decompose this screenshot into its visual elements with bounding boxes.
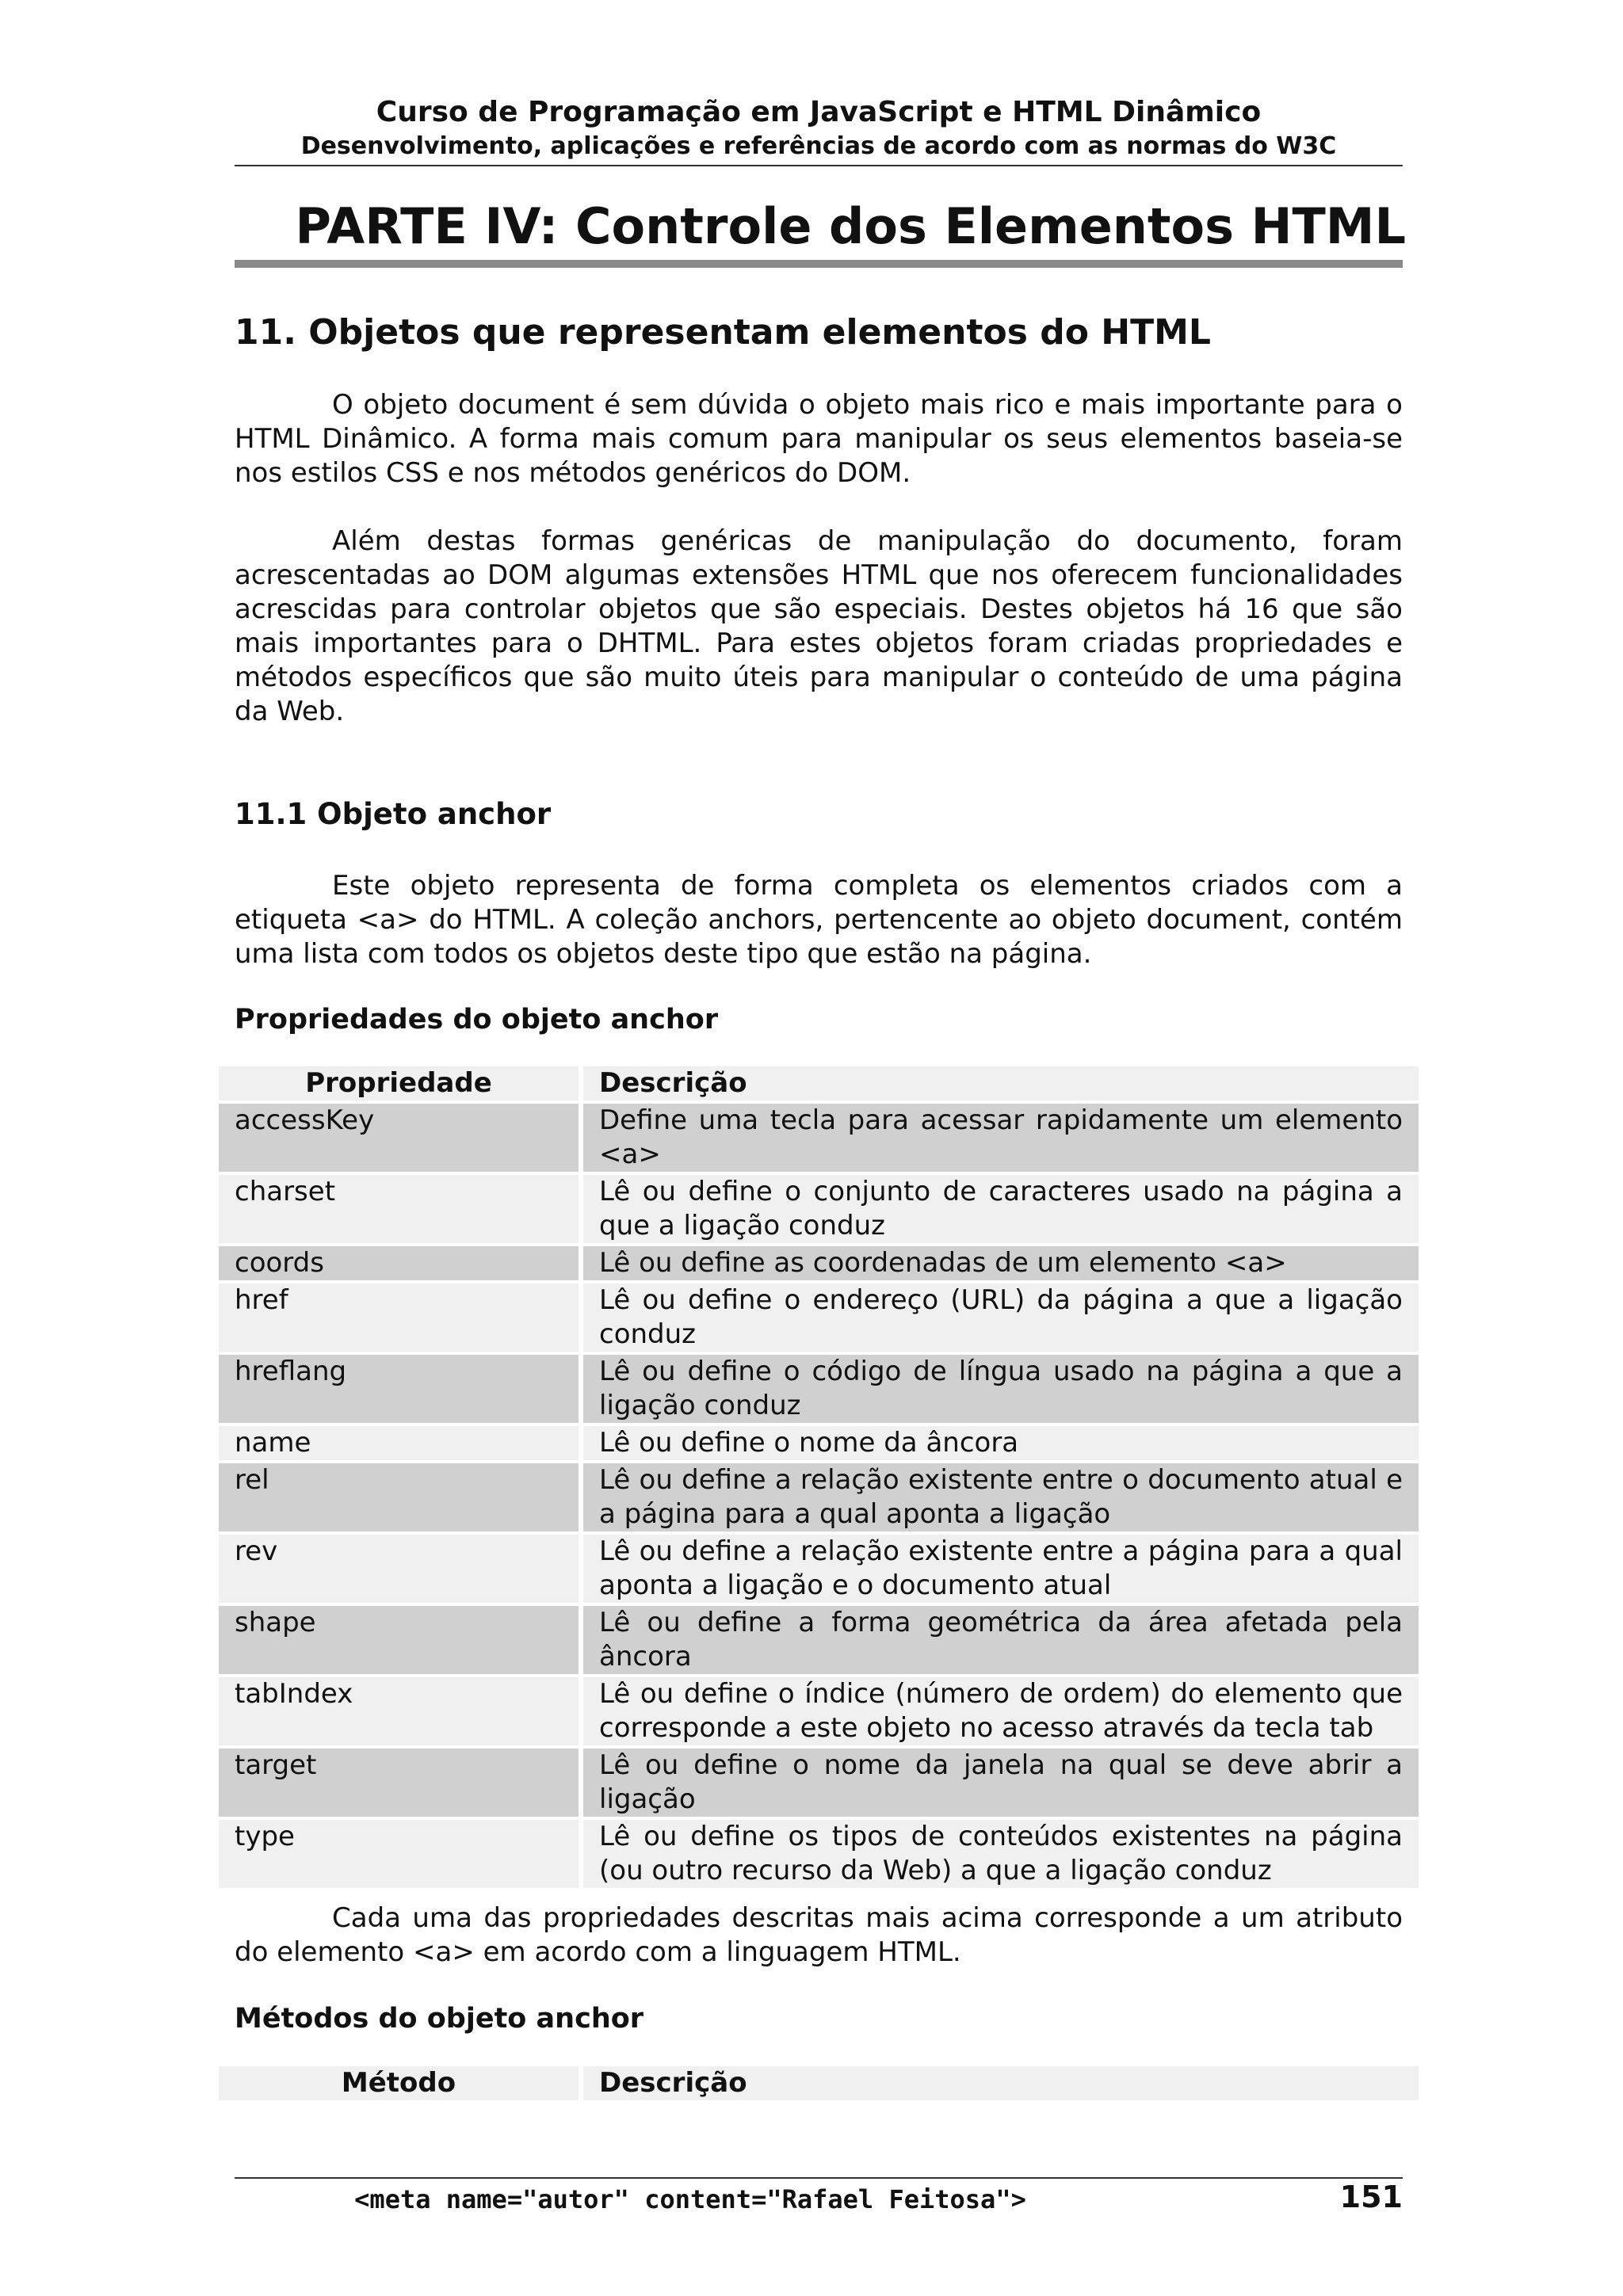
- table-row: [219, 1283, 1419, 1352]
- table-row: [219, 1175, 1419, 1243]
- property-description: Lê ou define o nome da janela na qual se deve abrir a ligação: [579, 1749, 1419, 1817]
- footer-rule: [235, 2177, 1403, 2179]
- property-name: rev: [219, 1535, 579, 1603]
- subsection-heading: 11.1 Objeto anchor: [235, 797, 552, 831]
- property-name: tabIndex: [219, 1677, 579, 1745]
- table-row: [219, 1355, 1419, 1423]
- property-name: hreflang: [219, 1355, 579, 1423]
- methods-table: [219, 2063, 1419, 2103]
- column-header-description: Descrição: [579, 1066, 1419, 1100]
- running-header-title: Curso de Programação em JavaScript e HTML Dinâmico: [376, 96, 1262, 128]
- property-name: rel: [219, 1463, 579, 1531]
- section-heading: 11. Objetos que representam elementos do HTML: [235, 312, 1211, 353]
- property-name: name: [219, 1426, 579, 1460]
- table-header-row: [219, 2066, 1419, 2100]
- table-row: [219, 1246, 1419, 1280]
- table-row: [219, 1677, 1419, 1745]
- property-description: Lê ou define a forma geométrica da área afetada pela âncora: [579, 1606, 1419, 1674]
- footer-text: <meta name="autor" content="Rafael Feitosa">: [354, 2184, 1026, 2214]
- table-row: [219, 1820, 1419, 1888]
- column-header-description: Descrição: [579, 2066, 1419, 2100]
- table-header-row: [219, 1066, 1419, 1100]
- property-name: href: [219, 1283, 579, 1352]
- property-description: Lê ou define o código de língua usado na página a que a ligação conduz: [579, 1355, 1419, 1423]
- property-description: Lê ou define o índice (número de ordem) do elemento que corresponde a este objeto no acesso através da tecla tab: [579, 1677, 1419, 1745]
- property-description: Define uma tecla para acessar rapidamente um elemento <a>: [579, 1104, 1419, 1172]
- running-header-subtitle: Desenvolvimento, aplicações e referências de acordo com as normas do W3C: [300, 132, 1337, 160]
- table-row: [219, 1606, 1419, 1674]
- table-row: [219, 1749, 1419, 1817]
- property-name: coords: [219, 1246, 579, 1280]
- property-name: charset: [219, 1175, 579, 1243]
- property-name: accessKey: [219, 1104, 579, 1172]
- header-rule: [235, 165, 1403, 166]
- table-row: [219, 1426, 1419, 1460]
- table-row: [219, 1535, 1419, 1603]
- part-title-rule: [235, 260, 1403, 268]
- properties-heading: Propriedades do objeto anchor: [235, 1004, 719, 1035]
- column-header-property: Propriedade: [219, 1066, 579, 1100]
- subsection-intro: Este objeto representa de forma completa os elementos criados com a etiqueta <a> do HTML. A coleção anchors, pertencente ao objeto document, contém uma lista com todos os objetos deste tipo que estão na página.: [235, 870, 1403, 970]
- property-description: Lê ou define a relação existente entre a página para a qual aponta a ligação e o documento atual: [579, 1535, 1419, 1603]
- section-paragraph-2: Além destas formas genéricas de manipulação do documento, foram acrescentadas ao DOM algumas extensões HTML que nos oferecem funcionalidades acrescidas para controlar objetos que são especiais. Destes objetos há 16 que são mais importantes para o DHTML. Para estes objetos foram criadas propriedades e métodos específicos que são muito úteis para manipular o conteúdo de uma página da Web.: [235, 525, 1403, 727]
- methods-heading: Métodos do objeto anchor: [235, 2003, 644, 2035]
- page-number: 151: [1339, 2180, 1403, 2214]
- table-row: [219, 1104, 1419, 1172]
- property-description: Lê ou define o nome da âncora: [579, 1426, 1419, 1460]
- part-title: PARTE IV: Controle dos Elementos HTML: [295, 197, 1406, 255]
- section-paragraph-1: O objeto document é sem dúvida o objeto mais rico e mais importante para o HTML Dinâmico. A forma mais comum para manipular os seus elementos baseia-se nos estilos CSS e nos métodos genéricos do DOM.: [235, 389, 1403, 489]
- property-description: Lê ou define o conjunto de caracteres usado na página a que a ligação conduz: [579, 1175, 1419, 1243]
- column-header-method: Método: [219, 2066, 579, 2100]
- property-description: Lê ou define os tipos de conteúdos existentes na página (ou outro recurso da Web) a que a ligação conduz: [579, 1820, 1419, 1888]
- property-name: target: [219, 1749, 579, 1817]
- table-row: [219, 1463, 1419, 1531]
- properties-table: [219, 1063, 1419, 1891]
- property-description: Lê ou define as coordenadas de um elemento <a>: [579, 1246, 1419, 1280]
- property-description: Lê ou define a relação existente entre o documento atual e a página para a qual aponta a ligação: [579, 1463, 1419, 1531]
- property-description: Lê ou define o endereço (URL) da página a que a ligação conduz: [579, 1283, 1419, 1352]
- property-name: shape: [219, 1606, 579, 1674]
- after-table-paragraph: Cada uma das propriedades descritas mais acima corresponde a um atributo do elemento <a> em acordo com a linguagem HTML.: [235, 1902, 1403, 1968]
- property-name: type: [219, 1820, 579, 1888]
